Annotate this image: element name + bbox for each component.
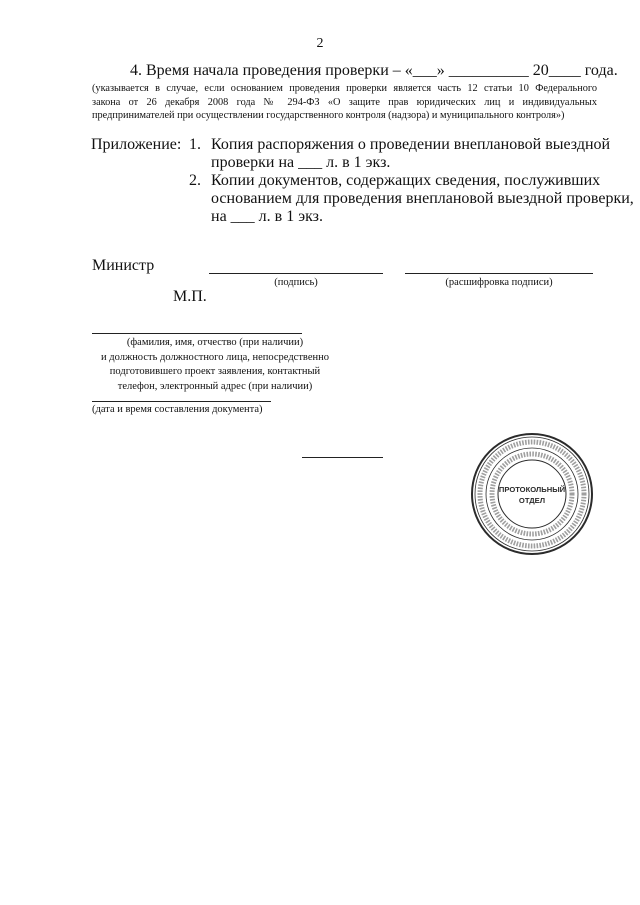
stamp-line: ПРОТОКОЛЬНЫЙ bbox=[498, 485, 566, 494]
preparer-caption-line: подготовившего проект заявления, контактный bbox=[109, 366, 321, 377]
item4-note-line: предпринимателей при осуществлении государственного контроля (надзора) и муниципального контроля») bbox=[92, 110, 565, 121]
preparer-caption-line: (фамилия, имя, отчество (при наличии) bbox=[126, 337, 304, 348]
item4-inspection-start-time: 4. Время начала проведения проверки – «___» __________ 20____ года. bbox=[130, 62, 618, 79]
item4-note bbox=[92, 82, 597, 123]
appendix-item-number: 2. bbox=[189, 172, 201, 189]
stamp-line: ОТДЕЛ bbox=[518, 496, 546, 505]
signature-decoding-line bbox=[405, 273, 593, 274]
signer-role: Министр bbox=[92, 257, 155, 274]
signature-line bbox=[209, 273, 383, 274]
appendix-label: Приложение: bbox=[91, 136, 182, 153]
date-line bbox=[92, 401, 271, 402]
appendix-item-line: основанием для проведения внеплановой выездной проверки, bbox=[211, 190, 634, 207]
stamp-inner-ring-text bbox=[492, 454, 572, 534]
stamp-ring-text bbox=[480, 442, 584, 546]
appendix-item-number: 1. bbox=[189, 136, 201, 153]
item4-note-line: закона от 26 декабря 2008 года № 294-ФЗ «О защите прав юридических лиц и индивидуальных bbox=[92, 96, 597, 108]
preparer-caption-line: и должность должностного лица, непосредственно bbox=[101, 351, 329, 363]
preparer-caption bbox=[92, 336, 338, 394]
preparer-line bbox=[92, 333, 302, 334]
seal-stamp bbox=[470, 432, 594, 556]
appendix-item-line: на ___ л. в 1 экз. bbox=[211, 208, 323, 225]
signature-caption: (подпись) bbox=[274, 277, 318, 288]
appendix-item-line: Копии документов, содержащих сведения, послуживших bbox=[211, 172, 601, 189]
appendix-item-line: Копия распоряжения о проведении внеплановой выездной bbox=[211, 136, 611, 153]
preparer-caption-line: телефон, электронный адрес (при наличии) bbox=[117, 380, 313, 392]
date-caption: (дата и время составления документа) bbox=[92, 404, 263, 415]
appendix-item-line: проверки на ___ л. в 1 экз. bbox=[211, 154, 391, 171]
item4-note-line: (указывается в случае, если основанием проведения проверки является часть 12 статьи 10 Федерального bbox=[92, 83, 597, 94]
signature-decoding-caption: (расшифровка подписи) bbox=[445, 277, 553, 288]
page-number: 2 bbox=[316, 36, 324, 51]
blank-line bbox=[302, 457, 383, 458]
seal-place-label: М.П. bbox=[173, 288, 207, 305]
